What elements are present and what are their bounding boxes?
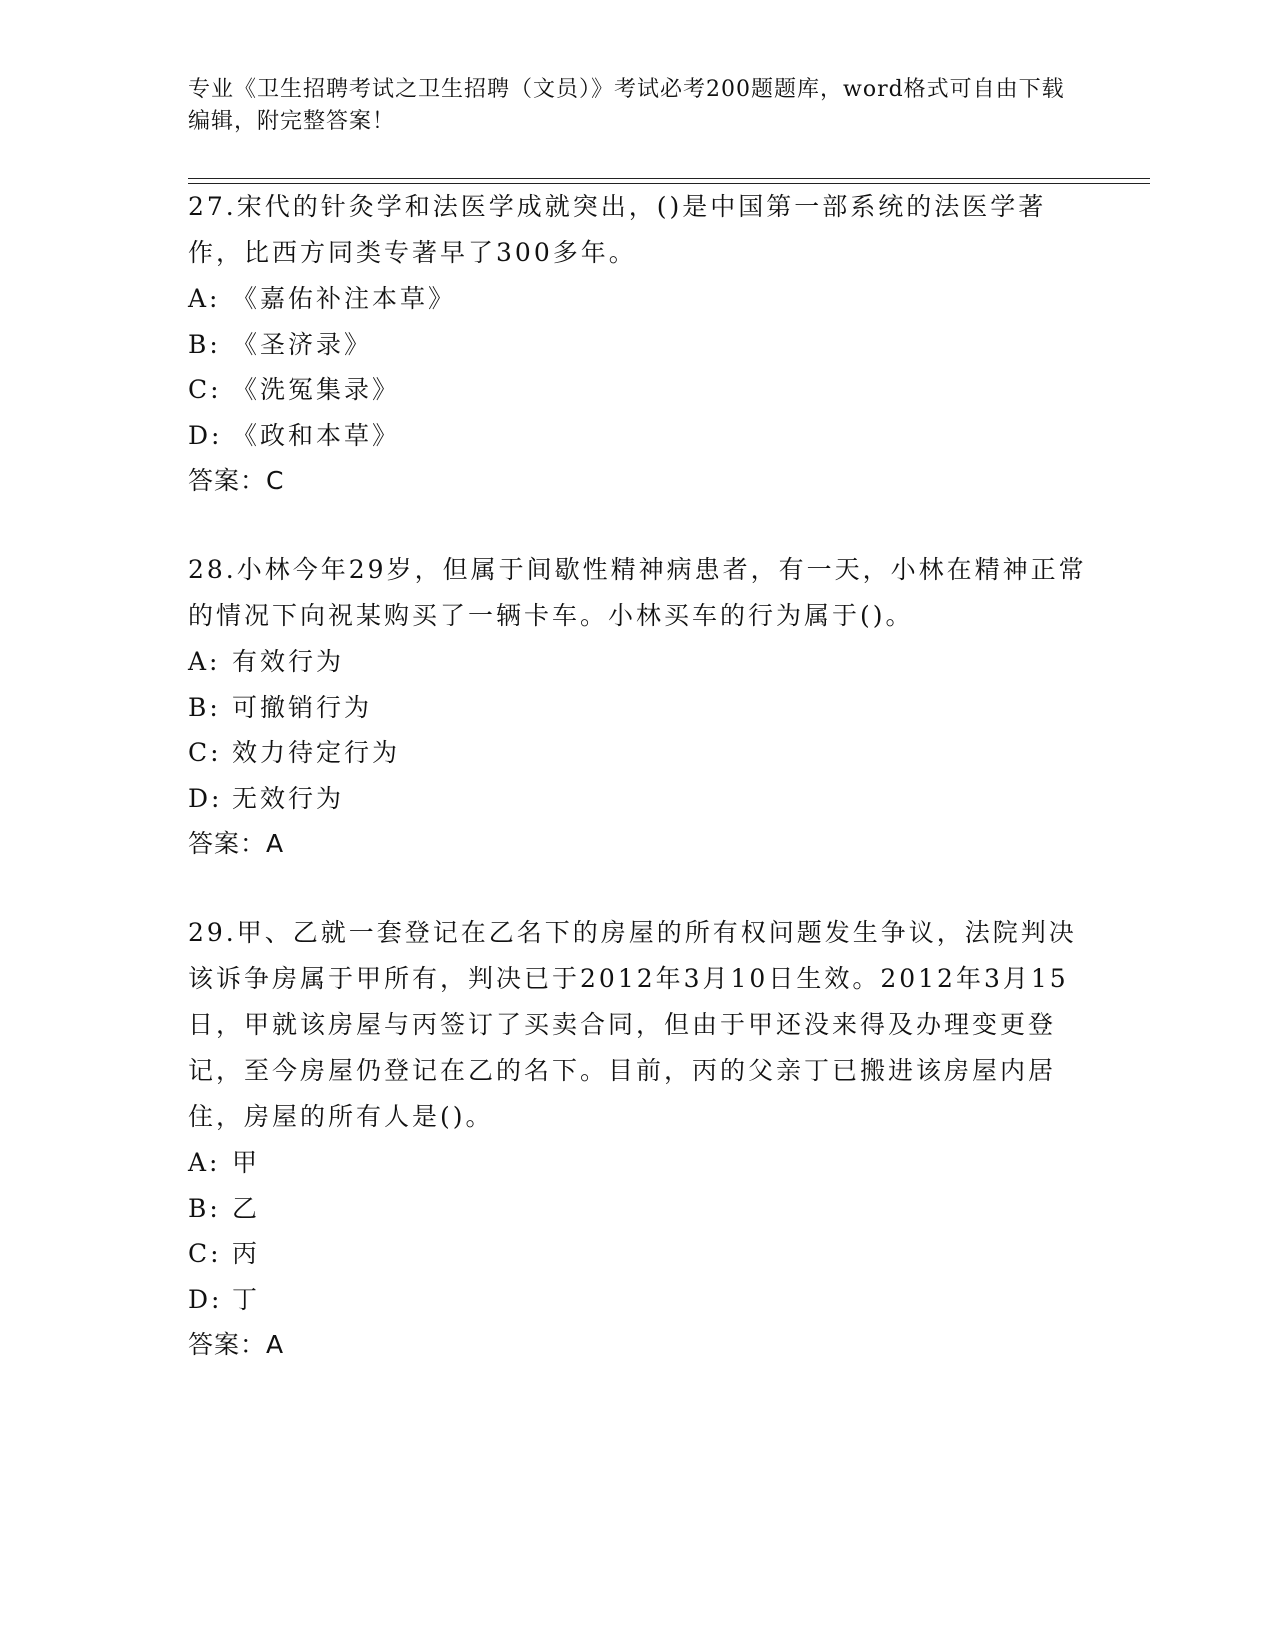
option-text: 有效行为 xyxy=(232,647,345,676)
option-text: 甲 xyxy=(232,1148,261,1177)
option-text: 无效行为 xyxy=(232,783,345,813)
option-label: B: xyxy=(188,692,221,722)
question-28 xyxy=(188,547,1088,867)
option-text: 乙 xyxy=(232,1193,261,1223)
option-text: 丙 xyxy=(232,1239,261,1268)
option-label: B: xyxy=(188,1193,221,1223)
option-label: C: xyxy=(188,1239,222,1268)
option-text: 《嘉佑补注本草》 xyxy=(232,284,457,313)
option-label: C: xyxy=(188,738,222,767)
option-text: 可撤销行为 xyxy=(232,692,373,722)
option-label: D: xyxy=(188,1284,223,1314)
option-label: D: xyxy=(188,420,223,450)
document-header: 专业《卫生招聘考试之卫生招聘（文员）》考试必考200题题库，word格式可自由下载编辑，附完整答案！ xyxy=(188,77,1065,134)
option-c xyxy=(188,367,1088,413)
option-b xyxy=(188,685,1088,731)
question-29 xyxy=(188,910,1088,1368)
option-c xyxy=(188,730,1088,776)
option-a xyxy=(188,1140,1088,1186)
option-d xyxy=(188,776,1088,822)
option-label: A: xyxy=(188,647,221,676)
option-b xyxy=(188,1186,1088,1232)
option-b xyxy=(188,322,1088,368)
question-stem: 28.小林今年29岁，但属于间歇性精神病患者，有一天，小林在精神正常的情况下向祝某购买了一辆卡车。小林买车的行为属于()。 xyxy=(188,555,1087,630)
option-label: A: xyxy=(188,1148,221,1177)
option-text: 丁 xyxy=(232,1284,261,1314)
question-stem: 27.宋代的针灸学和法医学成就突出，()是中国第一部系统的法医学著作，比西方同类专著早了300多年。 xyxy=(188,192,1047,267)
option-text: 《洗冤集录》 xyxy=(232,375,401,404)
question-27 xyxy=(188,184,1088,504)
question-stem: 29.甲、乙就一套登记在乙名下的房屋的所有权问题发生争议，法院判决该诉争房属于甲所有，判决已于2012年3月10日生效。2012年3月15日，甲就该房屋与丙签订了买卖合同，但由于甲还没来得及办理变更登记，至今房屋仍登记在乙的名下。目前，丙的父亲丁已搬进该房屋内居住，房屋的所有人是()。 xyxy=(188,918,1077,1131)
option-label: B: xyxy=(188,329,221,359)
option-text: 《圣济录》 xyxy=(232,329,373,359)
answer-text: 答案：A xyxy=(188,1330,285,1359)
option-d xyxy=(188,413,1088,459)
answer-text: 答案：A xyxy=(188,829,285,858)
option-label: C: xyxy=(188,375,222,404)
option-text: 《政和本草》 xyxy=(232,420,401,450)
option-d xyxy=(188,1277,1088,1323)
option-c xyxy=(188,1231,1088,1277)
answer-text: 答案：C xyxy=(188,466,285,495)
option-a xyxy=(188,639,1088,685)
option-a xyxy=(188,276,1088,322)
option-text: 效力待定行为 xyxy=(232,738,401,767)
option-label: D: xyxy=(188,783,223,813)
option-label: A: xyxy=(188,284,221,313)
